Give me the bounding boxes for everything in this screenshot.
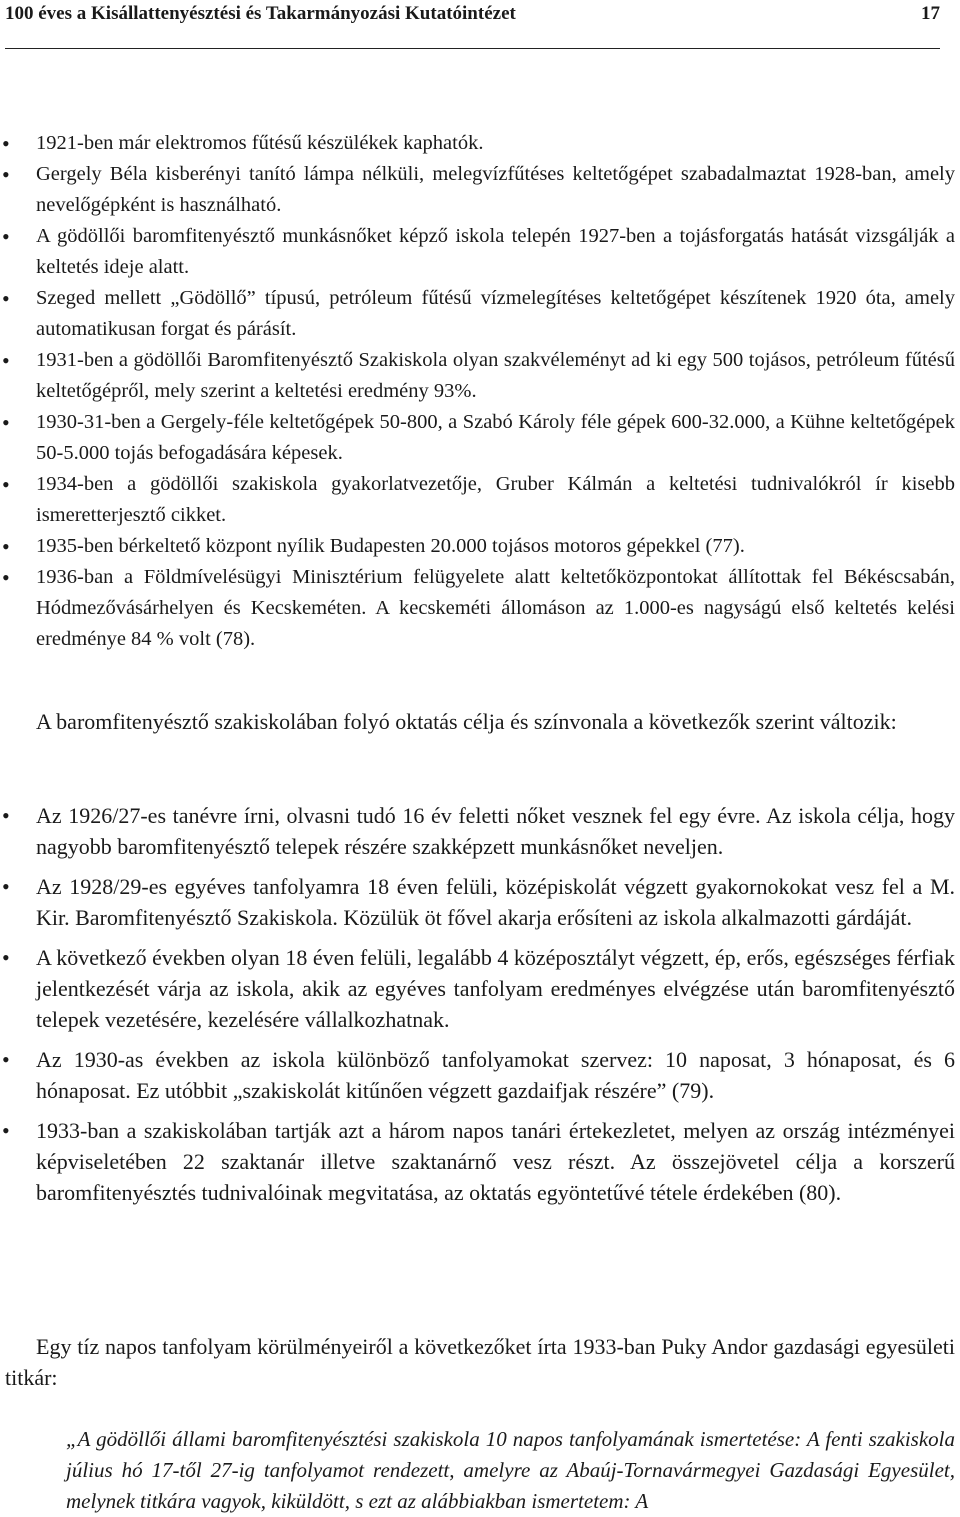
school-list	[0, 800, 960, 1217]
bullet-icon: •	[2, 131, 10, 156]
bullet-icon: •	[2, 410, 10, 435]
list-item: • 1921-ben már elektromos fűtésű készülékek kaphatók.	[0, 128, 960, 159]
header-title: 100 éves a Kisállattenyésztési és Takarmányozási Kutatóintézet	[5, 3, 516, 24]
bullet-icon: •	[2, 945, 10, 970]
bullet-icon: •	[2, 1118, 10, 1143]
bullet-icon: •	[2, 1047, 10, 1072]
list-item: • 1930-31-ben a Gergely-féle keltetőgépek 50-800, a Szabó Károly féle gépek 600-32.000, a Kühne keltetőgépek 50-5.000 tojás befogadására képesek.	[0, 407, 960, 469]
bullet-icon: •	[2, 224, 10, 249]
list-item: • Gergely Béla kisberényi tanító lámpa nélküli, melegvízfűtéses keltetőgépet szabadalmaztat 1928-ban, amely nevelőgépként is használható.	[0, 159, 960, 221]
list-item: • Szeged mellett „Gödöllő” típusú, petróleum fűtésű vízmelegítéses keltetőgépet készítenek 1920 óta, amely automatikusan forgat és párásít.	[0, 283, 960, 345]
bullet-icon: •	[2, 534, 10, 559]
list-item: • Az 1930-as években az iskola különböző tanfolyamokat szervez: 10 naposat, 3 hónaposat, és 6 hónaposat. Ez utóbbit „szakiskolát kitűnően végzett gazdaifjak részére” (79).	[0, 1044, 960, 1106]
bullet-icon: •	[2, 348, 10, 373]
list-item: • 1931-ben a gödöllői Baromfitenyésztő Szakiskola olyan szakvéleményt ad ki egy 500 tojásos, petróleum fűtésű keltetőgépről, mely szerint a keltetési eredmény 93%.	[0, 345, 960, 407]
list-item: • A gödöllői baromfitenyésztő munkásnőket képző iskola telepén 1927-ben a tojásforgatás hatását vizsgálják a keltetés ideje alatt.	[0, 221, 960, 283]
list-item: • 1935-ben bérkeltető központ nyílik Budapesten 20.000 tojásos motoros gépekkel (77).	[0, 531, 960, 562]
list-item: • Az 1926/27-es tanévre írni, olvasni tudó 16 év feletti nőket vesznek fel egy évre. Az iskola célja, hogy nagyobb baromfitenyésztő telepek részére szakképzett munkásnőket neveljen.	[0, 800, 960, 862]
list-item: • 1934-ben a gödöllői szakiskola gyakorlatvezetője, Gruber Kálmán a keltetési tudnivalókról ír kisebb ismeretterjesztő cikket.	[0, 469, 960, 531]
bullet-icon: •	[2, 565, 10, 590]
list-item: • 1936-ban a Földmívelésügyi Minisztérium felügyelete alatt keltetőközpontokat állítottak fel Békéscsabán, Hódmezővásárhelyen és Kecskeméten. A kecskeméti állomáson az 1.000-es nagyságú első keltetés kelési eredménye 84 % volt (78).	[0, 562, 960, 655]
timeline-list	[0, 128, 960, 655]
bullet-icon: •	[2, 162, 10, 187]
bullet-icon: •	[2, 803, 10, 828]
course-paragraph: Egy tíz napos tanfolyam körülményeiről a következőket írta 1933-ban Puky Andor gazdasági egyesületi titkár:	[5, 1334, 955, 1390]
bullet-icon: •	[2, 286, 10, 311]
page-number: 17	[921, 3, 940, 24]
list-item: • A következő években olyan 18 éven felüli, legalább 4 középosztályt végzett, ép, erős, egészséges férfiak jelentkezését várja az iskola, akik az egyéves tanfolyam eredményes elvégzése után baromfitenyésztő telepek vezetésére, kezelésére vállalkozhatnak.	[0, 942, 960, 1035]
intro-paragraph: A baromfitenyésztő szakiskolában folyó oktatás célja és színvonala a következők szerint változik:	[36, 709, 897, 734]
quote-text: „A gödöllői állami baromfitenyésztési szakiskola 10 napos tanfolyamának ismertetése: A fenti szakiskola július hó 17-től 27-ig tanfolyamot rendezett, amelyre az Abaúj-Tornavármegyei Gazdasági Egyesület, melynek titkára vagyok, kiküldött, s ezt az alábbiakban ismertetem: A	[66, 1427, 955, 1513]
page-header	[5, 0, 940, 49]
list-item: • 1933-ban a szakiskolában tartják azt a három napos tanári értekezletet, melyen az ország intézményei képviseletében 22 szaktanár illetve szaktanárnő vesz részt. Az összejövetel célja a korszerű baromfitenyésztés tudnivalóinak megvitatása, az oktatás egyöntetűvé tétele érdekében (80).	[0, 1115, 960, 1208]
bullet-icon: •	[2, 874, 10, 899]
bullet-icon: •	[2, 472, 10, 497]
list-item: • Az 1928/29-es egyéves tanfolyamra 18 éven felüli, középiskolát végzett gyakornokokat vesz fel a M. Kir. Baromfitenyésztő Szakiskola. Közülük öt fővel akarja erősíteni az iskola alkalmazotti gárdáját.	[0, 871, 960, 933]
